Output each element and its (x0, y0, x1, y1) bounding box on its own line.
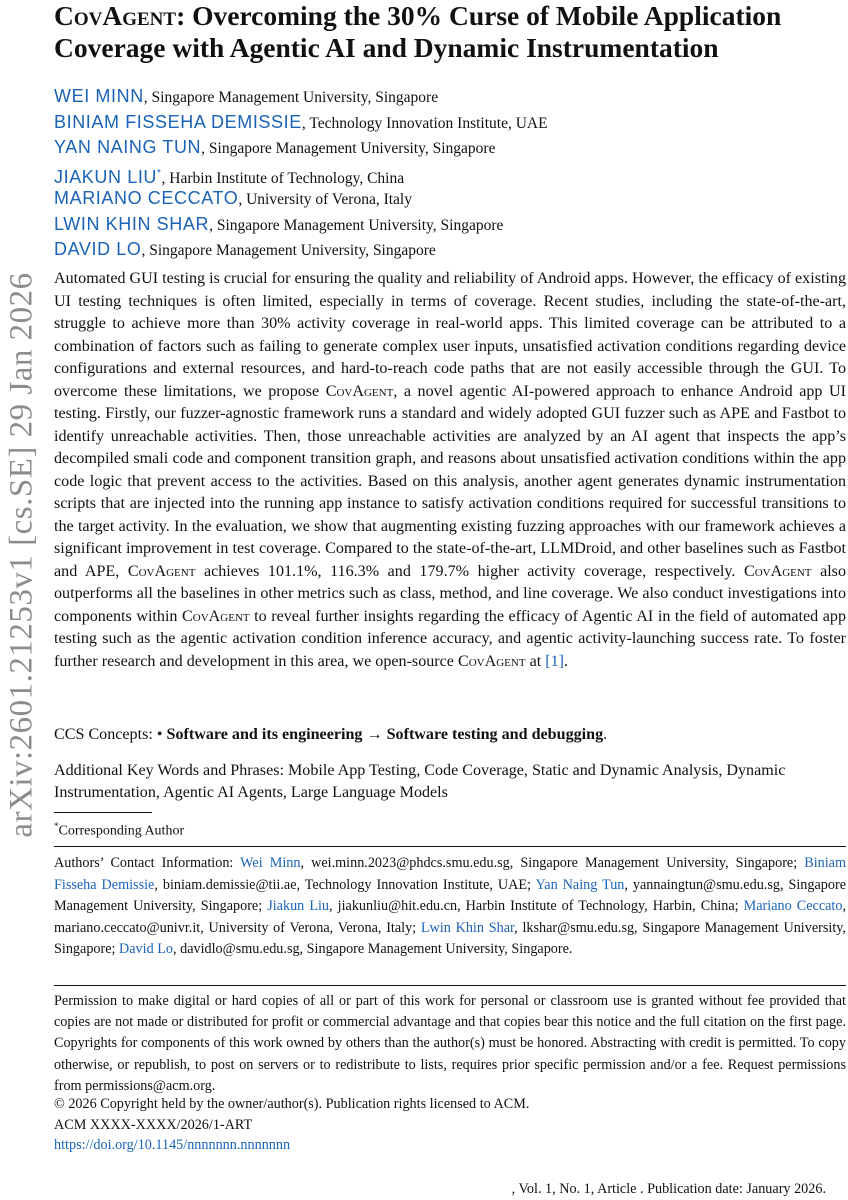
author-affiliation: , Singapore Management University, Singapore (143, 89, 439, 106)
doi-line (54, 1135, 846, 1155)
author-affiliation: , Harbin Institute of Technology, China (161, 169, 405, 187)
ccs-end: . (603, 726, 608, 743)
contact-detail: , mariano.ceccato@univr.it, University of Verona, Verona, Italy; (54, 898, 846, 936)
corresponding-mark: * (157, 167, 162, 179)
system-name: CovAgent (182, 607, 250, 625)
contact-lead: Authors’ Contact Information: (54, 855, 241, 871)
abstract-text: . (563, 652, 569, 670)
paper-title (54, 0, 848, 64)
author-list (54, 84, 834, 263)
author-name[interactable]: DAVID LO (54, 239, 142, 259)
contact-name-link[interactable]: Biniam Fisseha Demissie (54, 855, 847, 893)
author-entry (54, 237, 834, 263)
ccs-concepts (54, 724, 846, 746)
author-name-text: JIAKUN LIU (54, 166, 158, 187)
acm-number: ACM XXXX-XXXX/2026/1-ART (54, 1117, 253, 1133)
author-name[interactable]: BINIAM FISSEHA DEMISSIE (54, 111, 302, 132)
contact-name-link[interactable]: David Lo (119, 941, 173, 958)
footnote (54, 817, 184, 841)
author-affiliation: , Singapore Management University, Singapore (201, 140, 496, 157)
contact-detail: , wei.minn.2023@phdcs.smu.edu.sg, Singapore Management University, Singapore; (300, 855, 805, 871)
permission-notice: Permission to make digital or hard copies of all or part of this work for personal or classroom use is granted without fee provided that copies are not made or distributed for profit or commercial advantage and that copies bear this notice and the full citation on the first page. Copyrights for components of this work owned by others than the author(s) must be honored. Abstracting with credit is permitted. To copy otherwise, or republish, to post on servers or to redistribute to lists, requires prior specific permission and/or a fee. Request permissions from permissions@acm.org. (54, 993, 846, 1094)
abstract-text: , a novel agentic AI-powered approach to enhance Android app UI testing. Firstly, our fuzzer-agnostic framework runs a standard and widely adopted GUI fuzzer such as APE and Fastbot to identify unreachable activities. Then, those unreachable activities are analyzed by an AI agent that inspects the app’s decompiled smali code and component transition graph, and reasons about unsatisfied activation conditions within the app code logic that prevent access to the activities. Based on this analysis, another agent generates dynamic instrumentation scripts that are injected into the running app instance to satisfy activation conditions required for successful transitions to the target activity. In the evaluation, we show that augmenting existing fuzzing approaches with our framework achieves a significant improvement in test coverage. Compared to the state-of-the-art, LLMDroid, and other baselines such as Fastbot and APE, (54, 382, 846, 580)
author-affiliation: , Singapore Management University, Singapore (209, 216, 504, 234)
footnote-text: Corresponding Author (58, 823, 185, 839)
divider (54, 985, 846, 986)
contact-name-link[interactable]: Yan Naing Tun (535, 876, 625, 893)
author-entry (54, 110, 834, 136)
contact-detail: , yannaingtun@smu.edu.sg, Singapore Management University, Singapore; (54, 876, 846, 915)
abstract (54, 268, 846, 673)
ccs-concept: Software and its engineering → Software testing and debugging (166, 726, 604, 743)
title-line2: Coverage with Agentic AI and Dynamic Instrumentation (54, 32, 719, 63)
author-name[interactable]: WEI MINN (54, 86, 144, 106)
contact-detail: , lkshar@smu.edu.sg, Singapore Management University, Singapore; (54, 919, 846, 958)
author-entry (54, 161, 834, 187)
contact-name-link[interactable]: Jiakun Liu (267, 898, 330, 915)
system-name: CovAgent (127, 562, 196, 580)
footnote-mark: * (54, 821, 59, 831)
contact-detail: , davidlo@smu.edu.sg, Singapore Management University, Singapore. (173, 941, 573, 958)
title-system-name: CovAgent (54, 0, 177, 31)
system-name: CovAgent (743, 562, 812, 580)
arxiv-stamp-text: arXiv:2601.21253v1 [cs.SE] 29 Jan 2026 (3, 272, 40, 838)
author-entry (54, 135, 834, 161)
title-line1-rest: : Overcoming the 30% Curse of Mobile Application (176, 0, 782, 31)
contact-detail: , biniam.demissie@tii.ae, Technology Innovation Institute, UAE; (154, 876, 536, 893)
contact-name-link[interactable]: Mariano Ceccato (743, 898, 843, 915)
system-name: CovAgent (457, 652, 526, 670)
contact-name-link[interactable]: Lwin Khin Shar (420, 919, 515, 936)
copyright-line: © 2026 Copyright held by the owner/author(s). Publication rights licensed to ACM. (54, 1096, 530, 1112)
author-name[interactable]: LWIN KHIN SHAR (54, 213, 210, 234)
arxiv-stamp (0, 200, 44, 910)
abstract-text: to reveal further insights regarding the efficacy of Agentic AI in the field of automated app testing such as the agentic activation condition inference accuracy, and agentic activity-launching success rate. To foster further research and development in this area, we open-source (54, 607, 846, 670)
author-entry (54, 186, 834, 212)
system-name: CovAgent (325, 382, 394, 400)
keywords: Additional Key Words and Phrases: Mobile App Testing, Code Coverage, Static and Dynamic Analysis, Dynamic Instrumentation, Agentic AI Agents, Large Language Models (54, 762, 786, 801)
citation-link[interactable]: [1] (545, 652, 564, 670)
footnote-rule (54, 812, 152, 813)
abstract-text: also outperforms all the baselines in other metrics such as class, method, and line coverage. We also conduct investigations into components within (54, 562, 846, 625)
author-affiliation: , Singapore Management University, Singapore (141, 242, 436, 259)
doi-link[interactable]: https://doi.org/10.1145/nnnnnnn.nnnnnnn (54, 1137, 291, 1153)
author-affiliation: , University of Verona, Italy (238, 191, 412, 208)
contact-detail: , jiakunliu@hit.edu.cn, Harbin Institute of Technology, Harbin, China; (329, 898, 744, 915)
divider (54, 846, 846, 847)
author-name[interactable]: MARIANO CECCATO (54, 188, 239, 208)
author-affiliation: , Technology Innovation Institute, UAE (301, 114, 548, 132)
author-entry (54, 84, 834, 110)
running-footer: , Vol. 1, No. 1, Article . Publication date: January 2026. (511, 1181, 826, 1197)
contact-name-link[interactable]: Wei Minn (240, 855, 301, 871)
abstract-text: at (525, 652, 546, 670)
ccs-label: CCS Concepts: • (54, 726, 167, 743)
contact-information (54, 853, 846, 961)
abstract-text: Automated GUI testing is crucial for ensuring the quality and reliability of Android apps. However, the efficacy of existing UI testing techniques is often limited, especially in terms of coverage. Recent studies, including the state-of-the-art, struggle to achieve more than 30% activity coverage in real-world apps. This limited coverage can be attributed to a combination of factors such as failing to generate complex user inputs, unsatisfied activation conditions regarding device configurations and external resources, and hard-to-reach code paths that are not easily accessible through the GUI. To overcome these limitations, we propose (54, 270, 846, 400)
abstract-text: achieves 101.1%, 116.3% and 179.7% higher activity coverage, respectively. (195, 562, 744, 580)
author-entry (54, 212, 834, 238)
author-name[interactable]: YAN NAING TUN (54, 137, 202, 157)
author-name[interactable] (54, 167, 162, 187)
